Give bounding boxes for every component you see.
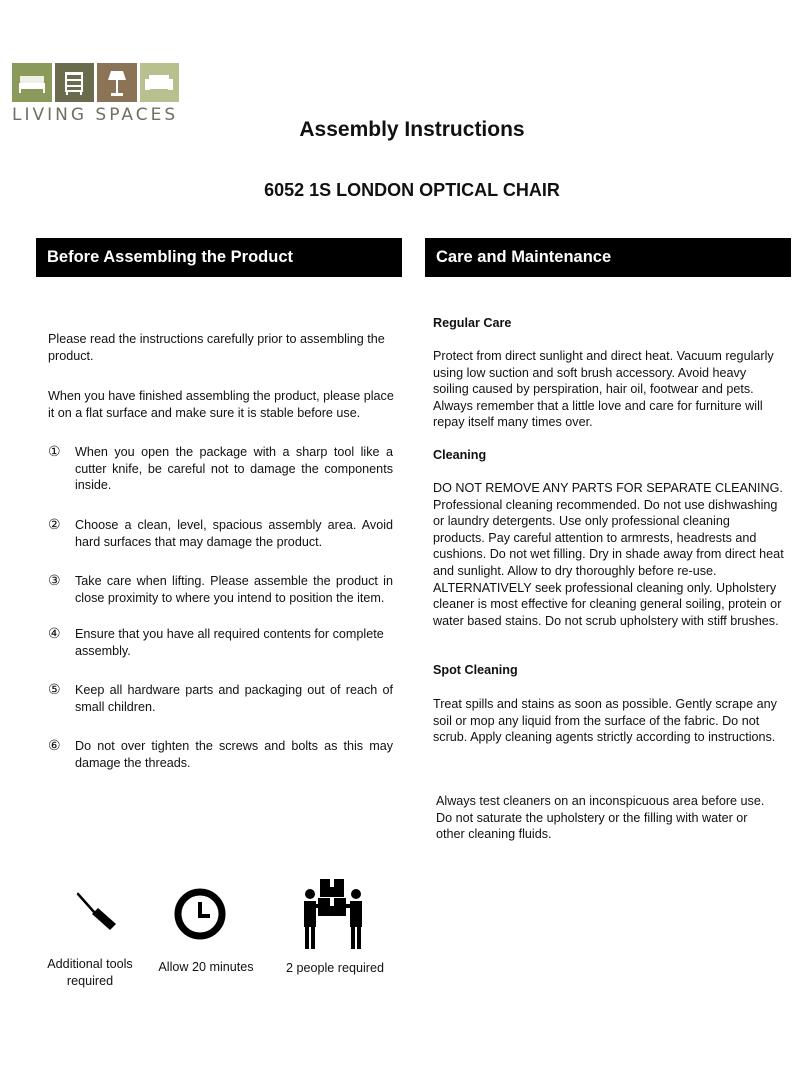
regular-care-title: Regular Care [433, 316, 512, 330]
list-item [48, 682, 393, 715]
time-label: Allow 20 minutes [158, 960, 254, 974]
item-text: Take care when lifting. Please assemble the product in close proximity to where you intend to position the item. [75, 574, 393, 605]
care-note: Always test cleaners on an inconspicuous area before use. Do not saturate the upholstery or the filling with water or other cleaning fluids. [436, 794, 765, 842]
list-item [48, 444, 393, 494]
cleaning-title: Cleaning [433, 448, 487, 462]
list-item [48, 738, 393, 771]
lamp-icon [97, 63, 137, 102]
item-number: ③ [48, 573, 61, 589]
two-people-icon [300, 876, 366, 952]
item-text: Choose a clean, level, spacious assembly area. Avoid hard surfaces that may damage the product. [75, 518, 393, 549]
bed-icon [12, 63, 52, 102]
list-item [48, 626, 393, 659]
item-number: ⑤ [48, 682, 61, 698]
spot-cleaning-title: Spot Cleaning [433, 663, 518, 677]
item-text: When you open the package with a sharp tool like a cutter knife, be careful not to damage the components inside. [75, 445, 393, 493]
page-title: Assembly Instructions [299, 118, 525, 141]
living-spaces-logo [12, 63, 180, 125]
product-name: 6052 1S LONDON OPTICAL CHAIR [264, 180, 560, 200]
item-number: ② [48, 517, 61, 533]
list-item [48, 573, 393, 606]
cleaning-text: DO NOT REMOVE ANY PARTS FOR SEPARATE CLEANING. Professional cleaning recommended. Do not use dishwashing or laundry detergents. Use only professional cleaning products. Pay careful attention to armrests, headrests and cushions. Do not wet filling. Dry in shade away from direct heat and sunlight. Allow to dry thoroughly before re-use. ALTERNATIVELY seek professional cleaning only. Upholstery cleaner is most effective for cleaning general soiling, protein or water based stains. Do not scrub upholstery with stiff brushes. [433, 481, 784, 628]
item-number: ④ [48, 626, 61, 642]
spot-cleaning-text: Treat spills and stains as soon as possible. Gently scrape any soil or mop any liquid from the surface of the fabric. Do not scrub. Apply cleaning agents strictly according to instructions. [433, 697, 777, 745]
item-text: Ensure that you have all required contents for complete assembly. [75, 627, 384, 658]
item-number: ⑥ [48, 738, 61, 754]
people-label: 2 people required [285, 961, 385, 975]
intro-paragraph-2: When you have finished assembling the product, please place it on a flat surface and make sure it is stable before use. [48, 389, 394, 420]
item-number: ① [48, 444, 61, 460]
list-item [48, 517, 393, 550]
logo-text: LIVING SPACES [12, 105, 179, 125]
screwdriver-icon [74, 890, 118, 934]
before-assembling-heading: Before Assembling the Product [36, 238, 402, 277]
intro-paragraph-1: Please read the instructions carefully prior to assembling the product. [48, 332, 385, 363]
item-text: Keep all hardware parts and packaging out of reach of small children. [75, 683, 393, 714]
sofa-icon [140, 63, 180, 102]
care-maintenance-heading: Care and Maintenance [425, 238, 791, 277]
regular-care-text: Protect from direct sunlight and direct heat. Vacuum regularly using low suction and soft brush accessory. Avoid heavy soiling caused by perspiration, hair oil, footwear and pets. Always remember that a little love and care for furniture will repay itself many times over. [433, 349, 774, 430]
tools-label: Additional tools required [47, 957, 133, 988]
clock-icon [172, 886, 228, 942]
dresser-icon [55, 63, 95, 102]
item-text: Do not over tighten the screws and bolts as this may damage the threads. [75, 739, 393, 770]
